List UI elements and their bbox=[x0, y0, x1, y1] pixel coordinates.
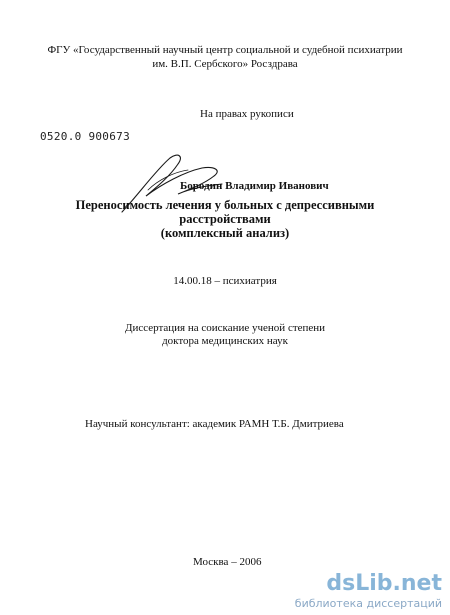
institution-line-2: им. В.П. Сербского» Росздрава bbox=[152, 58, 298, 70]
author-name: Бородин Владимир Иванович bbox=[180, 180, 329, 192]
dslib-watermark bbox=[292, 572, 442, 610]
watermark-tagline: библиотека диссертаций bbox=[294, 597, 442, 610]
degree-line-1: Диссертация на соискание ученой степени bbox=[124, 322, 326, 334]
manuscript-note: На правах рукописи bbox=[200, 108, 294, 120]
title-line-3: (комплексный анализ) bbox=[160, 226, 290, 240]
specialty: 14.00.18 – психиатрия bbox=[173, 275, 277, 287]
scientific-advisor: Научный консультант: академик РАМН Т.Б. Дмитриева bbox=[85, 418, 344, 430]
institution-line-1: ФГУ «Государственный научный центр социальной и судебной психиатрии bbox=[47, 44, 403, 56]
title-line-1: Переносимость лечения у больных с депрессивными bbox=[75, 198, 375, 212]
place-and-year: Москва – 2006 bbox=[193, 556, 262, 568]
title-line-2: расстройствами bbox=[179, 212, 271, 226]
stamp-number: 0520.0 900673 bbox=[40, 130, 130, 143]
degree-line-2: доктора медицинских наук bbox=[162, 335, 288, 347]
watermark-logo: dsLib.net bbox=[326, 571, 442, 596]
